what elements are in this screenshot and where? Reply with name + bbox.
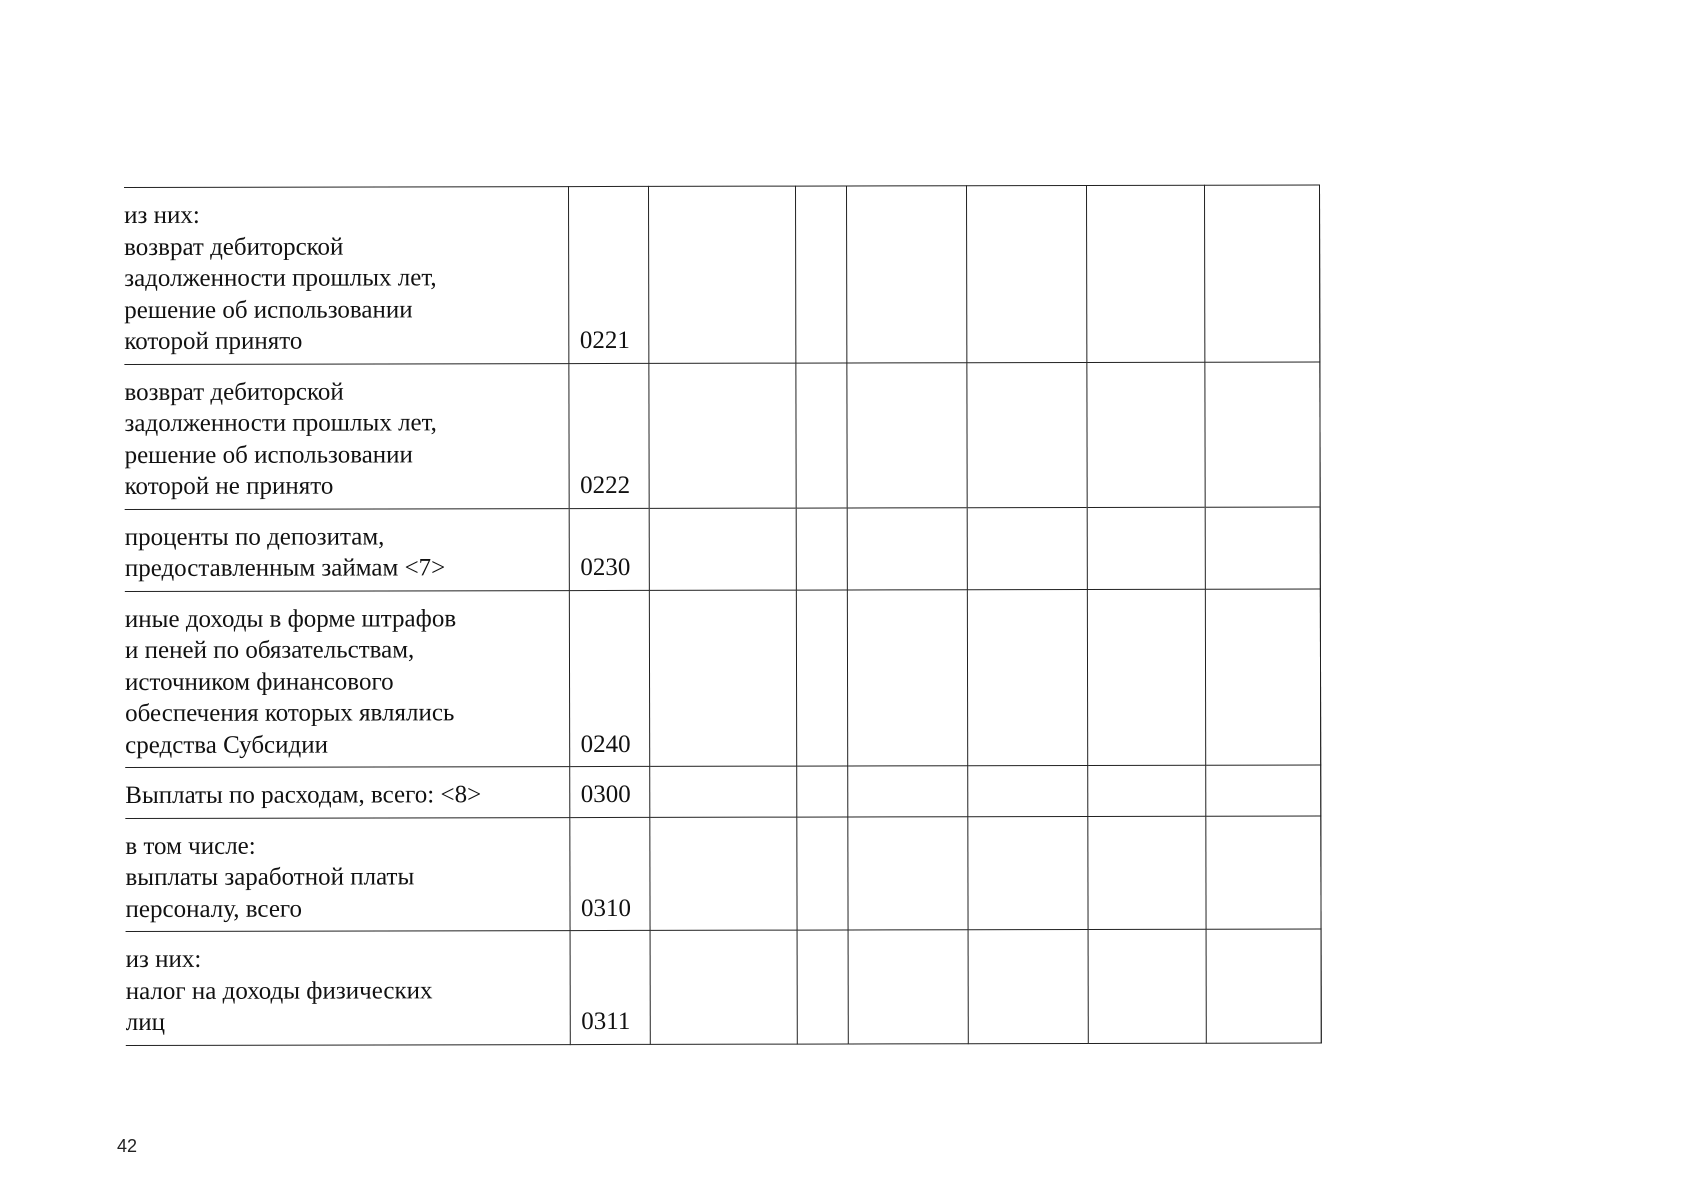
- row-label: [126, 931, 570, 1045]
- row-label-line: средства Субсидии: [125, 731, 329, 759]
- row-label: [124, 363, 568, 509]
- value-cell[interactable]: [846, 186, 966, 363]
- row-label-line: предоставленным займам <7>: [124, 554, 446, 582]
- value-cell[interactable]: [1205, 588, 1320, 765]
- value-cell[interactable]: [649, 817, 796, 931]
- value-cell[interactable]: [1206, 929, 1321, 1043]
- row-label: [124, 187, 568, 364]
- row-label-line: обеспечения которых являлись: [125, 699, 455, 727]
- value-cell[interactable]: [847, 507, 967, 589]
- value-cell[interactable]: [795, 186, 846, 363]
- value-cell[interactable]: [796, 816, 847, 930]
- value-cell[interactable]: [797, 930, 848, 1044]
- value-cell[interactable]: [795, 362, 846, 507]
- row-label-line: иные доходы в форме штрафов: [124, 604, 457, 633]
- value-cell[interactable]: [649, 508, 796, 590]
- value-cell[interactable]: [847, 766, 967, 817]
- row-label-line: возврат дебиторской: [124, 378, 344, 406]
- value-cell[interactable]: [1204, 185, 1319, 362]
- row-code: 0221: [568, 186, 648, 363]
- value-cell[interactable]: [650, 930, 797, 1044]
- value-cell[interactable]: [1087, 765, 1205, 816]
- value-cell[interactable]: [648, 186, 795, 363]
- value-cell[interactable]: [1087, 589, 1205, 766]
- row-code: 0311: [570, 930, 650, 1044]
- row-code: 0300: [569, 766, 649, 817]
- table-row: [124, 185, 1319, 364]
- row-label-line: возврат дебиторской: [124, 233, 344, 261]
- value-cell[interactable]: [848, 930, 968, 1044]
- row-label-line: лиц: [125, 1008, 166, 1036]
- row-label-line: которой принято: [124, 327, 303, 355]
- row-label-line: решение об использовании: [124, 295, 413, 324]
- page-number: 42: [117, 1136, 138, 1156]
- row-label-line: из них:: [124, 201, 200, 229]
- row-label-line: выплаты заработной платы: [125, 863, 415, 891]
- value-cell[interactable]: [1086, 185, 1204, 362]
- value-cell[interactable]: [966, 185, 1086, 362]
- value-cell[interactable]: [1088, 929, 1206, 1043]
- row-code: 0222: [568, 363, 648, 508]
- row-label-line: в том числе:: [125, 832, 256, 860]
- table-row: [124, 361, 1319, 509]
- row-code: 0310: [569, 817, 649, 931]
- value-cell[interactable]: [1204, 361, 1319, 506]
- value-cell[interactable]: [847, 589, 967, 766]
- value-cell[interactable]: [847, 816, 967, 930]
- table-row: [126, 929, 1321, 1045]
- value-cell[interactable]: [1205, 506, 1320, 588]
- value-cell[interactable]: [796, 766, 847, 817]
- table-row: [125, 506, 1320, 591]
- row-label-line: из них:: [125, 945, 202, 973]
- table-row: [125, 765, 1320, 818]
- row-label-line: и пеней по обязательствам,: [124, 636, 415, 664]
- value-cell[interactable]: [1205, 765, 1320, 816]
- value-cell[interactable]: [846, 362, 966, 507]
- row-code: 0230: [569, 508, 649, 590]
- table-body: [124, 185, 1321, 1045]
- row-label-line: которой не принято: [124, 472, 334, 500]
- value-cell[interactable]: [967, 507, 1087, 589]
- value-cell[interactable]: [796, 589, 847, 766]
- value-cell[interactable]: [1205, 815, 1320, 929]
- table-row: [125, 815, 1320, 931]
- value-cell[interactable]: [1087, 507, 1205, 589]
- row-label-line: задолженности прошлых лет,: [124, 409, 437, 437]
- row-label-line: проценты по депозитам,: [124, 522, 385, 551]
- row-label-line: Выплаты по расходам, всего: <8>: [125, 781, 482, 809]
- row-label: [125, 817, 569, 931]
- table-row: [125, 588, 1320, 767]
- report-table: [124, 184, 1321, 1045]
- row-label-line: источником финансового: [125, 667, 394, 696]
- value-cell[interactable]: [967, 816, 1087, 930]
- value-cell[interactable]: [649, 590, 796, 767]
- value-cell[interactable]: [966, 362, 1086, 507]
- row-label: [125, 508, 569, 591]
- row-label-line: задолженности прошлых лет,: [124, 264, 437, 292]
- row-label-line: персоналу, всего: [125, 895, 303, 923]
- row-label: [125, 767, 569, 818]
- row-label-line: налог на доходы физических: [125, 976, 433, 1005]
- value-cell[interactable]: [649, 766, 796, 817]
- value-cell[interactable]: [967, 589, 1087, 766]
- value-cell[interactable]: [648, 363, 795, 508]
- row-label: [125, 590, 569, 767]
- value-cell[interactable]: [968, 929, 1088, 1043]
- row-label-line: решение об использовании: [124, 440, 413, 469]
- value-cell[interactable]: [967, 765, 1087, 816]
- value-cell[interactable]: [1087, 816, 1205, 930]
- value-cell[interactable]: [796, 507, 847, 589]
- row-code: 0240: [569, 590, 649, 767]
- value-cell[interactable]: [1086, 362, 1204, 507]
